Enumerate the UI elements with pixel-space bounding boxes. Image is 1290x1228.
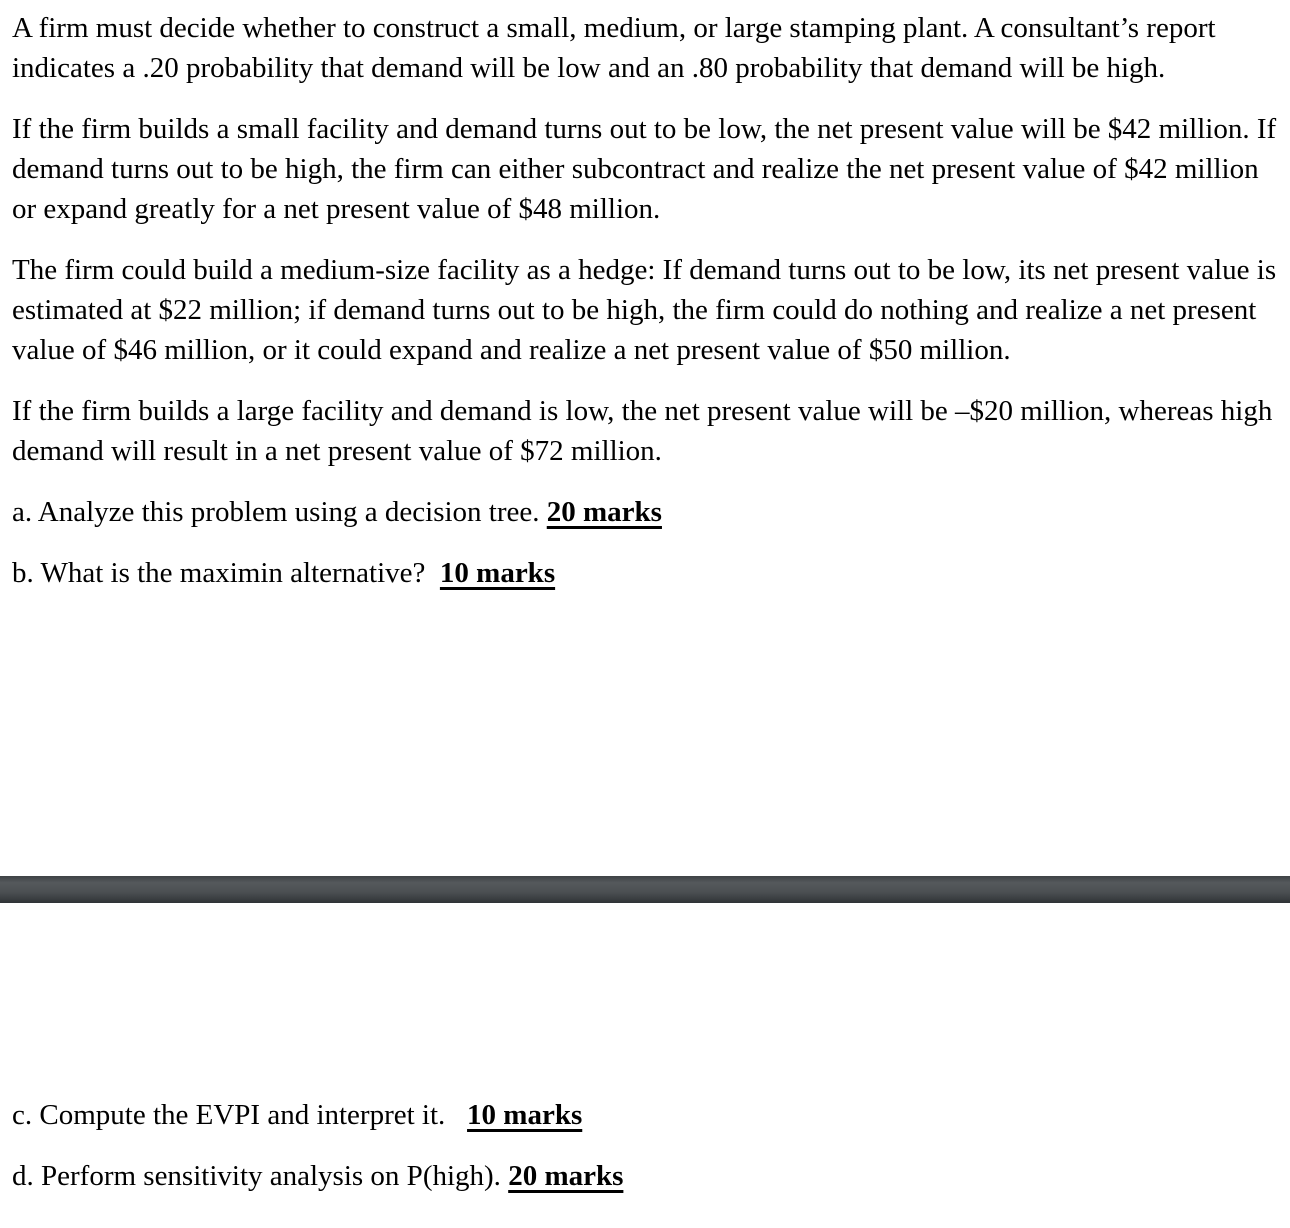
medium-facility-paragraph: The firm could build a medium-size facility as a hedge: If demand turns out to be low, its net present value is estimated at $22 million; if demand turns out to be high, the firm could do nothing and realize a net present value of $46 million, or it could expand and realize a net present value of $50 million. (12, 254, 1277, 366)
large-facility-paragraph: If the firm builds a large facility and demand is low, the net present value will be –$20 million, whereas high demand will result in a net present value of $72 million. (12, 395, 1273, 467)
question-b-text: b. What is the maximin alternative? (12, 557, 426, 589)
question-b (12, 553, 1282, 593)
question-d-marks: 20 marks (508, 1160, 624, 1192)
question-b-marks: 10 marks (439, 557, 556, 589)
page-divider (0, 876, 1290, 903)
question-c-text: c. Compute the EVPI and interpret it. (12, 1099, 446, 1131)
remaining-questions (12, 1095, 1282, 1196)
question-d-text: d. Perform sensitivity analysis on P(high). (12, 1160, 501, 1192)
problem-statement (12, 8, 1282, 593)
intro-paragraph: A firm must decide whether to construct a small, medium, or large stamping plant. A consultant’s report indicates a .20 probability that demand will be low and an .80 probability that demand will be high. (12, 12, 1216, 84)
question-c-marks: 10 marks (467, 1099, 583, 1131)
question-d (12, 1156, 1282, 1196)
question-a (12, 492, 1282, 532)
small-facility-paragraph: If the firm builds a small facility and demand turns out to be low, the net present value will be $42 million. If demand turns out to be high, the firm can either subcontract and realize the net present value of $42 million or expand greatly for a net present value of $48 million. (12, 113, 1277, 225)
question-a-marks: 20 marks (546, 496, 662, 528)
question-a-text: a. Analyze this problem using a decision tree. (12, 496, 540, 528)
question-c (12, 1095, 1282, 1135)
